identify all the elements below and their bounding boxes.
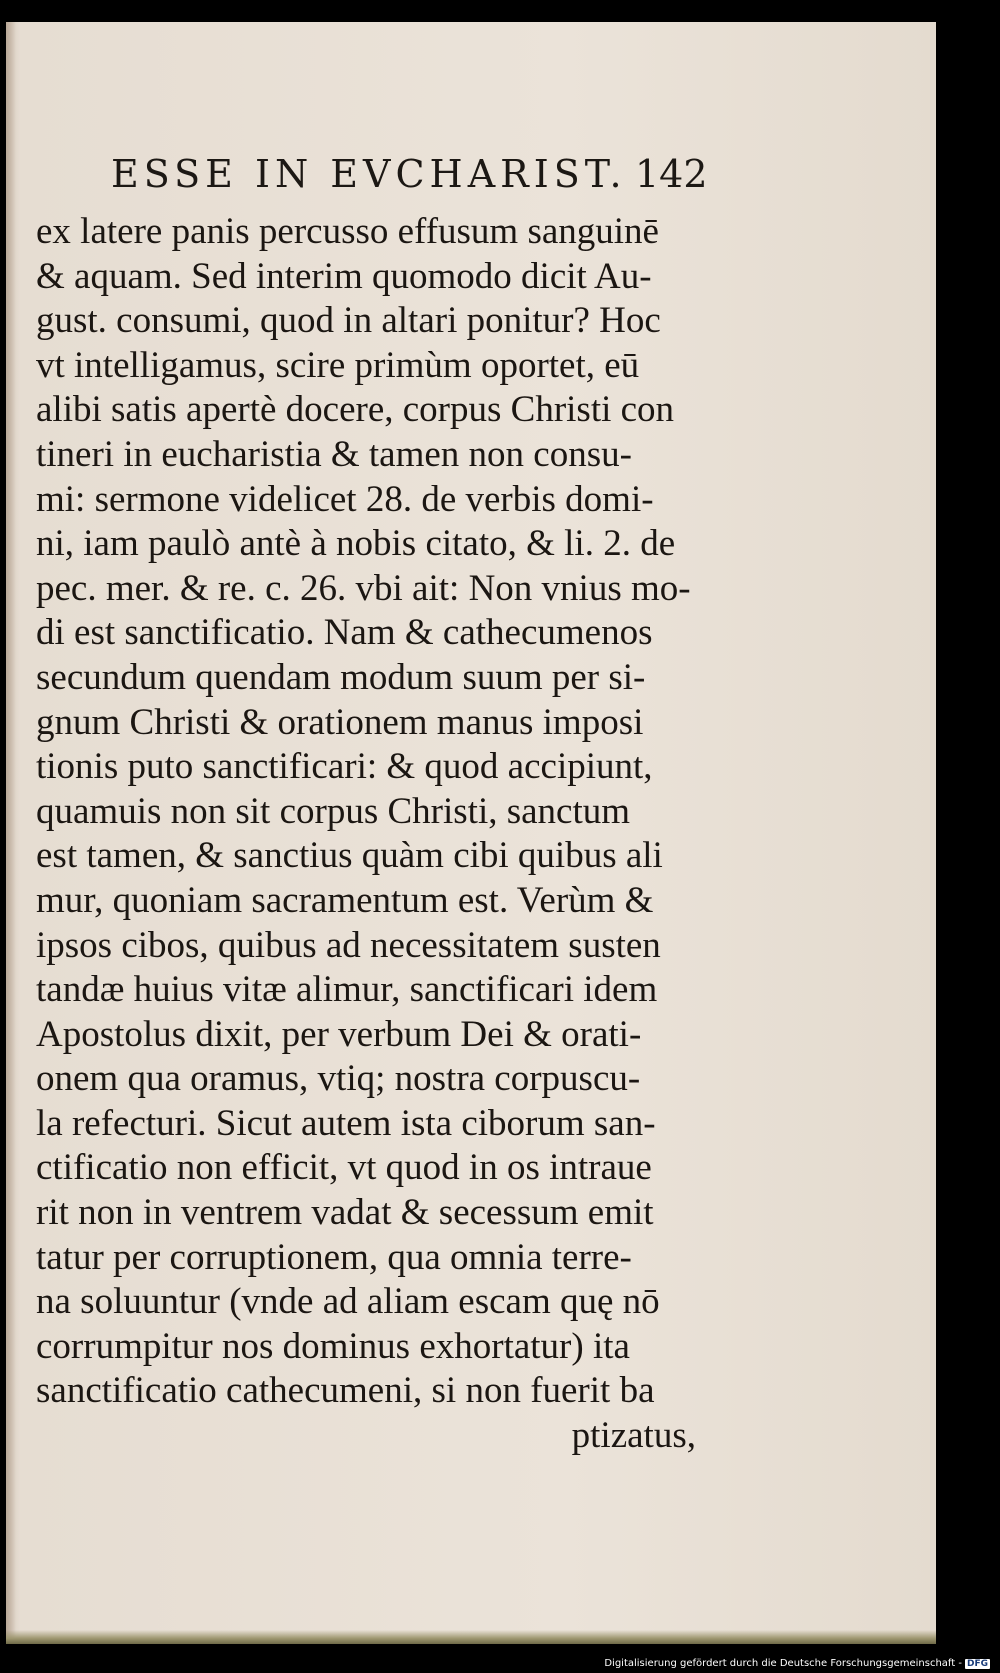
text-line: alibi satis apertè docere, corpus Christi con (36, 389, 675, 431)
text-line: ni, iam paulò antè à nobis citato, & li. 2. de (36, 523, 676, 565)
text-line: secundum quendam modum suum per si- (36, 656, 646, 698)
text-line: ex latere panis percusso effusum sanguinē (36, 211, 659, 252)
dfg-logo: DFG (966, 1658, 988, 1669)
text-line: sanctificatio cathecumeni, si non fuerit ba (36, 1370, 655, 1412)
text-line: pec. mer. & re. c. 26. vbi ait: Non vnius mo- (36, 567, 691, 609)
body-text (36, 210, 726, 1459)
text-line: tineri in eucharistia & tamen non consu- (36, 433, 632, 475)
text-line: ipsos cibos, quibus ad necessitatem susten (36, 924, 661, 966)
running-header (111, 152, 711, 212)
text-line: & aquam. Sed interim quomodo dicit Au- (36, 255, 652, 297)
digitization-credit (604, 1658, 990, 1669)
page-number: 142 (635, 152, 708, 196)
text-line: tionis puto sanctificari: & quod accipiunt, (36, 746, 653, 788)
text-line: onem qua oramus, vtiq; nostra corpuscu- (36, 1058, 641, 1100)
text-line: Apostolus dixit, per verbum Dei & orati- (36, 1013, 642, 1055)
text-line: gust. consumi, quod in altari ponitur? Hoc (36, 300, 661, 342)
text-line: na soluuntur (vnde ad aliam escam quę nō (36, 1281, 660, 1323)
text-line: vt intelligamus, scire primùm oportet, eū (36, 344, 640, 386)
running-title: ESSE IN EVCHARIST. (111, 152, 627, 196)
catchword: ptizatus, (571, 1415, 696, 1457)
text-line: mur, quoniam sacramentum est. Verùm & (36, 879, 654, 921)
text-line: tatur per corruptionem, qua omnia terre- (36, 1236, 632, 1278)
book-page (6, 22, 936, 1644)
text-line: gnum Christi & orationem manus imposi (36, 701, 644, 743)
page-bottom-edge (6, 1630, 936, 1644)
text-line: corrumpitur nos dominus exhortatur) ita (36, 1325, 630, 1367)
text-line: est tamen, & sanctius quàm cibi quibus ali (36, 835, 663, 877)
text-line: la refecturi. Sicut autem ista ciborum san- (36, 1102, 656, 1144)
credit-text: Digitalisierung gefördert durch die Deutsche Forschungsgemeinschaft - (604, 1658, 962, 1669)
text-line: rit non in ventrem vadat & secessum emit (36, 1192, 654, 1234)
text-line: mi: sermone videlicet 28. de verbis domi- (36, 478, 654, 520)
text-line: di est sanctificatio. Nam & cathecumenos (36, 612, 653, 654)
text-line: ctificatio non efficit, vt quod in os intraue (36, 1147, 652, 1189)
text-line: quamuis non sit corpus Christi, sanctum (36, 790, 631, 832)
page-binding-shadow (6, 22, 16, 1644)
text-line: tandæ huius vitæ alimur, sanctificari idem (36, 969, 658, 1011)
